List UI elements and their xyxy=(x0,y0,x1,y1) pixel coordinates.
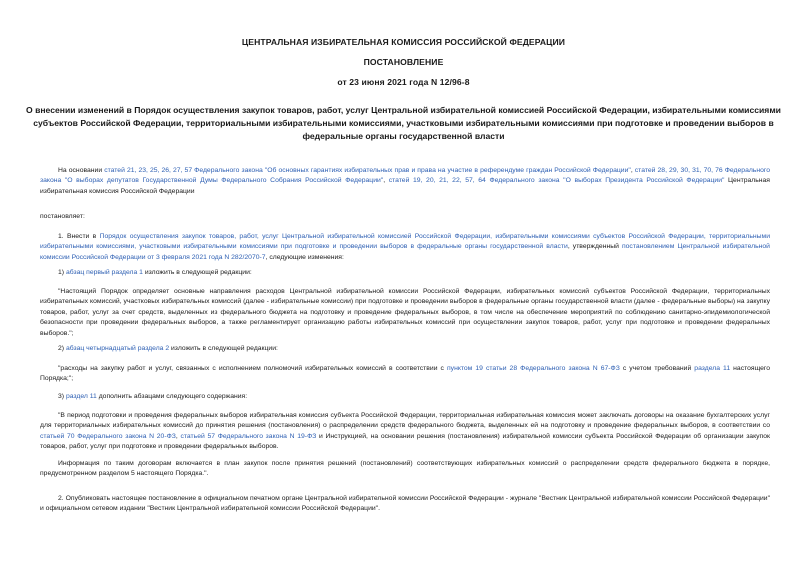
preamble-text-4: Центральная избирательная комиссия Российской Федерации xyxy=(40,177,770,195)
quoted-3-text-3: и Инструкцией, на основании решения (постановления) избирательной комиссии субъекта Российской Федерации об организации закупок товаров, работ, услуг при подготовке и проведении федеральных выборов. xyxy=(40,432,770,451)
document-type: ПОСТАНОВЛЕНИЕ xyxy=(363,57,444,67)
preamble-text-1: На основании xyxy=(58,167,105,174)
info-paragraph: Информация по таким договорам включается в план закупок после принятия решений (постановлений) соответствующих избирательных комиссий о распределении средств федерального бюджета в порядке, предусмотренном разделом 5 настоящего Порядка.". xyxy=(40,460,770,478)
item-2-paragraph: 2. Опубликовать настоящее постановление в официальном печатном органе Центральной избирательной комиссии Российской Федерации - журнале "Вестник Центральной избирательной комиссии Российской Федерации" и официальном сетевом издании "Вестник Центральной избирательной комиссии Российской Федерации". xyxy=(40,495,770,513)
subitem-3-text-1: 3) xyxy=(58,393,66,400)
preamble-text-3: , xyxy=(383,177,389,185)
quoted-3-text-1: "В период подготовки и проведения федеральных выборов избирательная комиссия субъекта Российской Федерации, территориальная избирательная комиссия может заключать договоры на оказание бухгалтерских услуг для территориальных избирательных комиссий до принятия решения (постановления) о распределении средств федерального бюджета, выделенных ей на подготовку и проведение федеральных выборов, в соответствии со xyxy=(40,412,770,430)
preamble-paragraph xyxy=(40,166,770,197)
document-title xyxy=(20,104,787,143)
section-2-link[interactable]: абзац четырнадцатый раздела 2 xyxy=(65,345,170,352)
procedure-link[interactable]: Порядок осуществления закупок товаров, работ, услуг Центральной избирательной комиссией Российской Федерации, избирательными комиссиями субъектов Российской Федерации, территориальными избирательными комиссиями, участковыми избирательными комиссиями при подготовке и проведении выборов в федеральные органы государственной власти xyxy=(40,233,770,251)
quoted-2-text-1: "расходы на закупку работ и услуг, связанных с исполнением полномочий избирательных комиссий в соответствии с xyxy=(58,365,447,372)
subitem-2-text-2: изложить в следующей редакции: xyxy=(169,345,278,352)
law-link-67fz[interactable]: статей 21, 23, 25, 26, 27, 57 Федерального закона "Об основных гарантиях избирательных прав и права на участие в референдуме граждан Российской Федерации" xyxy=(104,167,631,174)
issuing-authority: ЦЕНТРАЛЬНАЯ ИЗБИРАТЕЛЬНАЯ КОМИССИЯ РОССИЙСКОЙ ФЕДЕРАЦИИ xyxy=(241,37,566,47)
resolution-link[interactable]: постановлением Центральной избирательной комиссии Российской Федерации от 3 февраля 2021 года N 282/2070-7 xyxy=(40,243,770,261)
section-1-link[interactable]: абзац первый раздела 1 xyxy=(65,269,143,276)
item-1-text-1: 1. Внести в xyxy=(58,233,100,240)
quoted-2-text-3: настоящего Порядка;"; xyxy=(40,365,771,383)
subitem-1-text-2: изложить в следующей редакции: xyxy=(142,269,252,276)
quoted-paragraph-1: "Настоящий Порядок определяет основные направления расходов Центральной избирательной комиссии Российской Федерации, избирательных комиссий субъектов Российской Федерации, территориальных избирательных комиссий, участковых избирательных комиссий (далее - избирательные комиссии) при подготовке и проведении выборов в федеральные органы государственной власти (далее - федеральные выборы) на закупку товаров, работ, услуг за счет средств, выделенных из федерального бюджета на подготовку и проведение федеральных выборов, в том числе на обеспечение мероприятий по соблюдению санитарно-эпидемиологической безопасности при проведении федеральных выборов, а также регламентирует организацию работы избирательных комиссий при осуществлении закупок товаров, работ, услуг при подготовке и проведении федеральных выборов."; xyxy=(40,288,770,337)
resolves-paragraph: постановляет: xyxy=(40,213,85,220)
item-1-text-2: , утвержденный xyxy=(567,243,622,251)
quoted-paragraph-3 xyxy=(40,411,770,453)
article-57-link[interactable]: статьей 57 Федерального закона N 19-ФЗ xyxy=(180,432,317,440)
point-19-link[interactable]: пунктом 19 статьи 28 Федерального закона N 67-ФЗ xyxy=(446,365,620,372)
law-link-20fz[interactable]: статей 28, 29, 30, 31, 70, 76 Федерального закона "О выборах депутатов Государственной Думы Федерального Собрания Российской Федерации" xyxy=(40,167,770,185)
subitem-1-text-1: 1) xyxy=(58,269,66,276)
section-11-link[interactable]: раздела 11 xyxy=(694,365,731,372)
subitem-2-paragraph xyxy=(40,344,770,354)
item-1-text-3: , следующие изменения: xyxy=(265,253,344,261)
section-11-add-link[interactable]: раздел 11 xyxy=(65,393,97,400)
title-link[interactable]: Порядок осуществления закупок товаров, работ, услуг Центральной избирательной комиссией Российской Федерации, избирательными комиссиями субъектов Российской Федерации, территориальными избирательными комиссиями, участковыми избирательными комиссиями при подготовке и проведении выборов в федеральные органы государственной власти xyxy=(33,105,781,141)
item-1-paragraph xyxy=(40,232,770,263)
title-prefix: О внесении изменений в xyxy=(26,105,135,115)
document-date-number: от 23 июня 2021 года N 12/96-8 xyxy=(337,77,470,87)
quoted-2-text-2: с учетом требований xyxy=(619,365,695,372)
quoted-paragraph-2 xyxy=(40,364,770,385)
law-link-19fz[interactable]: статей 19, 20, 21, 22, 57, 64 Федерального закона "О выборах Президента Российской Федерации" xyxy=(388,177,725,185)
subitem-3-text-2: дополнить абзацами следующего содержания: xyxy=(96,393,248,400)
quoted-3-text-2: , xyxy=(175,432,181,440)
subitem-2-text-1: 2) xyxy=(58,345,66,352)
subitem-1-paragraph xyxy=(40,268,770,278)
subitem-3-paragraph xyxy=(40,392,770,402)
article-70-link[interactable]: статьей 70 Федерального закона N 20-ФЗ xyxy=(40,432,176,440)
preamble-text-2: , xyxy=(630,167,635,174)
